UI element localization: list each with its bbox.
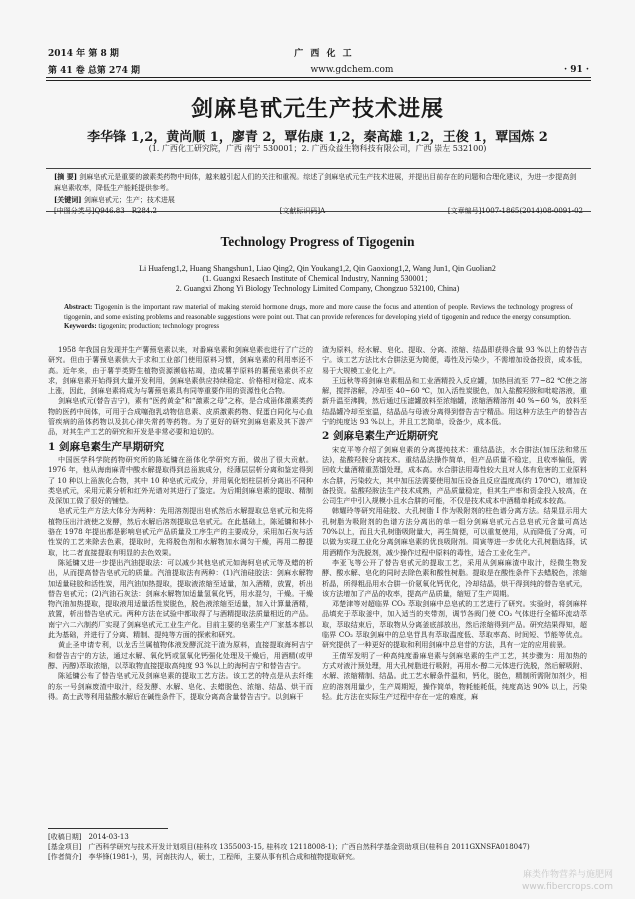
paragraph: 皂甙元生产方法大体分为两种：先用溶剂提出皂甙然后水解提取总皂甙元和先将植物压出汁液使之发酵，然后水解后溶剂提取总皂甙元。在此基础上，陈延镛和林小骆在 1978 年提出都是影响皂甙元产品质量及工序生产的主要成分，采用加石灰与活性炭的工艺来除去色素，提取时，先将脱色剂和水解物加水调匀干燥，再用二醇提取，比二者直接提取有明显的去色效果。 — [48, 506, 313, 557]
english-affiliation-1: (1. Guangxi Resaech Institute of Chemical Industry, Nanning 530001； — [202, 274, 433, 283]
article-number: [文章编号]1007-1865(2014)08-0091-02 — [447, 207, 583, 215]
paragraph: 陈延镛公布了替告皂甙元及剑麻皂素的提取工艺方法。该工艺的特点是从去纤维的东一号剑麻废渣中取汁，经发酵、水解、皂化、去蜡脱色、浓缩、结晶、烘干而得。高士武等利用盐酸水解后在碱性条件下，提取分离高含量替告吉宁。以剑麻干 — [48, 671, 313, 701]
volume-info: 第 41 卷 总第 274 期 — [48, 66, 140, 76]
section-heading-1: 1 剑麻皂素生产早期研究 — [48, 440, 164, 453]
paragraph: 邓楚津等对超临界 CO₂ 萃取剑麻中总皂甙的工艺进行了研究。实验时，将剑麻样品填充于萃取釜中，加入适当的夹带剂，调节各阀门使 CO₂ 气体进行全循环流动萃取，萃取结束后，萃取物从分离釜底部放出，然后浓缩得到产品。研究结果得知，超临界 CO₂ 萃取剑麻中的总皂苷具有萃取温度低、萃取率高、时间短、节能等优点。研究提供了一种更好的提取和利用剑麻中总皂苷的方法，具有一定的应用前景。 — [322, 599, 587, 650]
chinese-abstract — [46, 168, 591, 215]
document-code: [文献标识码]A — [279, 207, 326, 215]
english-keywords-label: Keywords: — [64, 322, 97, 330]
paragraph: 中国医学科学院药物研究所的陈延镛在甾体化学研究方面，做出了很大贡献。1976 年，他从海南麻青中酸水解提取得到总甾族成分，经薄层层析分离和鉴定得到了 10 种以上甾族化合物，其中 10 种皂甙元成分，并用氧化铝柱层析分离出不同种类皂甙元，采用元素分析和红外光谱对其进行了鉴定。为后期剑麻皂素的提取、精制及深加工做了很好的铺垫。 — [48, 454, 313, 506]
abstract-text: 剑麻皂甙元是重要的激素类药物中间体，越来越引起人们的关注和重视。综述了剑麻皂甙元生产技术进展，并提出目前存在的问题和合理化建议，为进一步提高剑麻皂素收率，降低生产能耗提供参考。 — [54, 173, 577, 192]
paragraph: 渣为原料，经水解、皂化、提取、分离、浓缩、结晶即获得含量 93 %以上的替告吉宁。该工艺方法比水合肼法更为简便，毒性及污染少，不需增加设备投资，成本低，易于大规模工业化上产。 — [322, 345, 587, 375]
header-rule-thin — [46, 80, 591, 81]
paragraph: 宋克平等介绍了剑麻皂素的分离提纯技术：重结晶法，水合肼法(加压法和常压法)，盐酸羟胺分离技术。重结晶法操作简单，但产品质量不稳定，且收率偏低，需回收大量酒精重蒸馏处理，成本高。水合肼法用毒性较大且对人体有危害的工业原料水合肼，污染较大，其中加压法需要使用加压设备且反应温度高(约 170℃)，增加设备投资。盐酸羟胺法生产技术成熟，产品质量稳定，但其生产率和资金投入较高，在公司生产中引入规模小且水合肼的可能，不仅是技术成本中酒精单耗成本较高。 — [322, 444, 587, 506]
paragraph: 黄止圣申请专利，以龙舌兰属植物体液发酵沉淀干渣为原料，直接提取海柯吉宁和替告吉宁的方法，通过水解、氧化钙或氢氧化钙强化处理及干燥后，用酒精(或甲醇、丙醇)萃取浓缩，以萃取物直接提取高纯度 93 %以上的海柯吉宁和替告吉宁。 — [48, 640, 313, 670]
year-issue: 2014 年 第 8 期 — [48, 49, 119, 59]
paragraph: 韩耀玲等研究用硅胶、大孔树脂 I 作为吸附剂的柱色谱分离方法。结果显示用大孔树脂为吸附剂的色谱方法分离出的单一组分剑麻皂甙元占总皂甙元含量可高达 70%以上，而且大孔树脂吸附量大，再生简便，可以重复使用，从而降低了分离，可以做为实现工业化分离剑麻皂素的优良吸附剂。周寅等进一步优化大孔树脂选择，试用酒精作为洗脱剂，减少操作过程中原料的毒性，适合工业化生产。 — [322, 506, 587, 557]
site-watermark — [522, 869, 613, 893]
footnote-rule — [48, 828, 168, 829]
body-column-left — [48, 345, 313, 702]
journal-url[interactable]: www.gdchem.com — [310, 64, 394, 75]
author-list: 李华锋 1,2，黄尚顺 1，廖青 2，覃佑康 1,2，秦高雄 1,2，王俊 1，覃国炼 2 — [87, 130, 548, 145]
paragraph: 1958 年我国自发现并生产薯蓣皂素以来，对番麻皂素和剑麻皂素也进行了广泛的研究。但由于薯蓣皂素供大于求和工业部门使用原料习惯，剑麻皂素的利用率还不高。近年来，由于薯芋类野生植物资源濒临枯竭，造成薯芋原料的薯蓣皂素供不应求，剑麻皂素开始得到大量开发利用，剑麻皂素供应持续稳定、价格相对稳定、成本上涨，因此，剑麻皂素将成为与薯蓣皂素具有同等重要作用的资源性化合物。 — [48, 345, 313, 396]
journal-name: 广 西 化 工 — [294, 49, 354, 59]
classification-row — [54, 206, 583, 217]
header-rule — [46, 77, 591, 78]
abstract-label: [摘 要] — [54, 172, 78, 181]
footnote-block — [48, 832, 591, 862]
english-authors-block — [0, 264, 635, 294]
clc-number: [中图分类号]Q946.83 R284.2 — [54, 207, 158, 215]
paragraph: 王倩军发明了一种高纯度番麻皂素与剑麻皂素的生产工艺，其步骤为：用加热的方式对液汁预处理，用大孔树脂进行吸附，再用水-醇二元体进行洗脱，然后解吸附、水解、浓缩精制、结晶。此工艺水解条件温和，钙化，脱色，精制所需附加剂少，相应的溶剂用量少，生产周期短，操作简单，物耗能耗低，纯度高达 90% 以上，污染轻。此方法在实际生产过程中存在一定的难度，麻 — [322, 650, 587, 701]
section-heading-2: 2 剑麻皂素生产近期研究 — [322, 430, 438, 443]
keywords-text: 剑麻皂甙元；生产；技术进展 — [83, 196, 175, 204]
received-date: [收稿日期] 2014-03-13 — [48, 833, 129, 841]
watermark-cn: 麻类作物营养与施肥网 — [522, 870, 613, 880]
english-affiliation-2: 2. Guangxi Zhong Yi Biology Technology Limited Company, Chongzuo 532100, China) — [175, 284, 460, 293]
running-header-top — [48, 46, 589, 59]
keywords-label: [关键词] — [54, 195, 82, 204]
affiliation: (1. 广西化工研究院，广西 南宁 530001；2. 广西众益生物科技有限公司，广西 崇左 532100) — [148, 144, 487, 153]
english-authors: Li Huafeng1,2, Huang Shangshun1, Liao Qing2, Qin Youkang1,2, Qin Gaoxiong1,2, Wang Jun1, Qin Guolian2 — [139, 264, 496, 273]
article-title: 剑麻皂甙元生产技术进展 — [190, 96, 444, 122]
english-title: Technology Progress of Tigogenin — [220, 234, 415, 249]
paragraph: 李亚飞等公开了替告皂甙元的提取工艺，采用从剑麻麻渣中取汁，经微生物发酵、酸水解、皂化的同时去除色素和酸性树脂。提取是在酸性条件下去蜡脱色，浓缩析晶，所得粗品用水合肼一价氨氧化钙优化，冷却结晶，烘干得到纯的替告皂甙元，该方法增加了产品的收率，提高产品质量，缩短了生产周期。 — [322, 557, 587, 598]
english-abstract-text: Tigogenin is the important raw material of making steroid hormone drugs, more and more cause the focus and attention of people. Reviews the technology progress of tigogenin, and some existing problems and reasonable suggestions were point out. That can provide references for developing yield of tigogenin and reduce the energy consumption. — [64, 303, 573, 321]
english-abstract-label: Abstract: — [64, 303, 93, 311]
english-keywords-text: tigogenin; production; technology progress — [98, 322, 220, 330]
paragraph: 陈延镛又进一步提出汽油提取法：可以减少其他皂甙元如海柯皂甙元等及蜡的析出，从而提高替告皂甙元的质量。汽油提取法有两种：(1)汽油硅胶法：剑麻水解物加适量硅胶和活性炭，用汽油加热提取，提取液浓缩至适量，加入酒精，放置，析出替告皂甙元；(2)汽油石灰法：剑麻水解物加适量氢氧化钙，用水混匀，干燥。干燥物汽油加热提取，提取液用适量活性炭脱色，脱色液浓缩至适量，加入计算量酒精，放置，析出替告皂甙元。两种方法在试验中都取得了与酒精提取法质量相近的产品。南宁六二六制药厂实现了剑麻皂甙元工业生产化。目前主要的皂素生产厂家基本都以此为基础，并进行了分离、精制、提纯等方面的探索和研究。 — [48, 557, 313, 640]
running-header-bottom — [48, 63, 589, 76]
paragraph: 剑麻皂甙元(替告吉宁)，素有“医药黄金”和“激素之母”之称，是合成甾体激素类药物的医药中间体，可用于合成噻孢乳动物信息素、皮质激素药物、促蛋白同化与心血管疾病的甾体药物以及抗心律失常药等药物。为了更好的研究剑麻皂素及其下游产品，对其生产工艺的研究和开发是非常必要和迫切的。 — [48, 396, 313, 437]
fund-info: [基金项目] 广西科学研究与技术开发计划项目(桂科攻 1355003-15, 桂科攻 12118008-1)；广西自然科学基金资助项目(桂科自 2011GXNSFA018047) — [48, 843, 530, 851]
english-abstract — [64, 303, 573, 332]
body-column-right — [322, 345, 587, 702]
author-bio: [作者简介] 李华锋(1981-)，男，河南扶沟人，硕士，工程师，主要从事有机合成和植物提取研究。 — [48, 853, 360, 861]
page-number: · 91 · — [563, 64, 589, 75]
watermark-url: www.fibercrops.com — [522, 882, 613, 892]
paragraph: 王远秋等将剑麻皂素粗品和工业酒精投入反应罐，加热回流至 77~82 ℃使之溶解，搅拌溶解，冷却至 40~60 ℃，加入活性炭脱色，加入盐酸羟胺和吡啶溶液，重新升温至沸腾，然后通过压滤罐放料至浓缩罐，浓缩酒精溶剂 40 %~60 %，放料至结晶罐冷却至室温，结晶品与母液分离得到替告吉宁精品。用这种方法生产的替告吉宁的纯度达 93 %以上，并且工艺简单，设备少，成本低。 — [322, 375, 587, 427]
